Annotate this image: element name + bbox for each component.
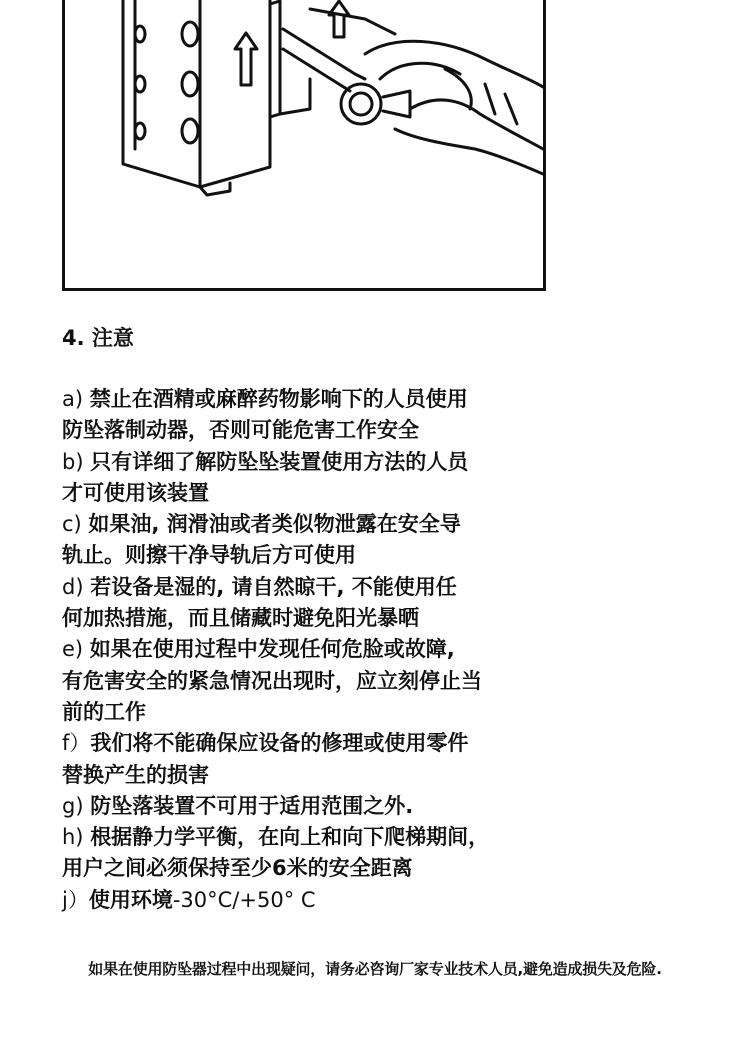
arrow-up-icon: [329, 1, 349, 37]
note-text: 我们将不能确保应设备的修理或使用零件: [90, 731, 469, 756]
note-text: 防坠落装置不可用于适用范围之外.: [90, 793, 414, 818]
note-suffix: -30°C/+50° C: [172, 887, 316, 912]
note-label: e): [62, 637, 90, 662]
note-label: g): [62, 793, 91, 818]
note-text: 如果油, 润滑油或者类似物泄露在安全导: [88, 512, 461, 537]
note-item: [62, 572, 702, 635]
note-item: [62, 447, 702, 510]
note-text: 前的工作: [62, 699, 146, 724]
illustration: [65, 0, 543, 288]
note-text: 若设备是湿的, 请自然晾干, 不能使用任: [90, 574, 457, 599]
note-item: [62, 634, 702, 728]
note-text: 禁止在酒精或麻醉药物影响下的人员使用: [89, 387, 468, 411]
note-text: 轨止。则擦干净导轨后方可使用: [62, 543, 356, 568]
note-text: 使用环境: [88, 887, 173, 912]
note-item: [62, 822, 702, 885]
illustration-frame: [62, 0, 546, 291]
arrow-up-icon: [235, 33, 257, 85]
note-label: h): [62, 825, 91, 850]
note-label: j）: [62, 887, 89, 912]
notes-list: [62, 384, 702, 916]
hand-icon: [365, 41, 543, 174]
note-text: 如果在使用过程中发现任何危脸或故障,: [89, 637, 455, 662]
note-text: 何加热措施，而且储藏时避免阳光暴晒: [62, 606, 419, 631]
note-text: 替换产生的损害: [62, 762, 209, 787]
note-text: 有危害安全的紧急情况出现时，应立刻停止当: [62, 668, 482, 693]
note-label: b): [62, 449, 91, 474]
note-label: c): [62, 512, 89, 537]
note-text: 只有详细了解防坠坠装置使用方法的人员: [90, 449, 469, 474]
note-label: d): [62, 574, 91, 599]
note-item: [62, 509, 702, 572]
note-item: [62, 885, 702, 916]
footer-notice: 如果在使用防坠器过程中出现疑问，请务必咨询厂家专业技术人员,避免造成损失及危险.: [88, 960, 662, 978]
note-item: [62, 384, 702, 447]
section-title: 4. 注意: [62, 326, 134, 350]
note-label: a): [62, 387, 90, 411]
note-label: f）: [62, 731, 91, 756]
note-item: [62, 791, 702, 822]
note-text: 才可使用该装置: [62, 480, 209, 505]
note-text: 防坠落制动器，否则可能危害工作安全: [62, 418, 419, 443]
note-text: 根据静力学平衡，在向上和向下爬梯期间，: [90, 825, 490, 850]
note-item: [62, 728, 702, 791]
pulley-icon: [283, 9, 410, 124]
note-text: 用户之间必须保持至少6米的安全距离: [62, 856, 413, 881]
